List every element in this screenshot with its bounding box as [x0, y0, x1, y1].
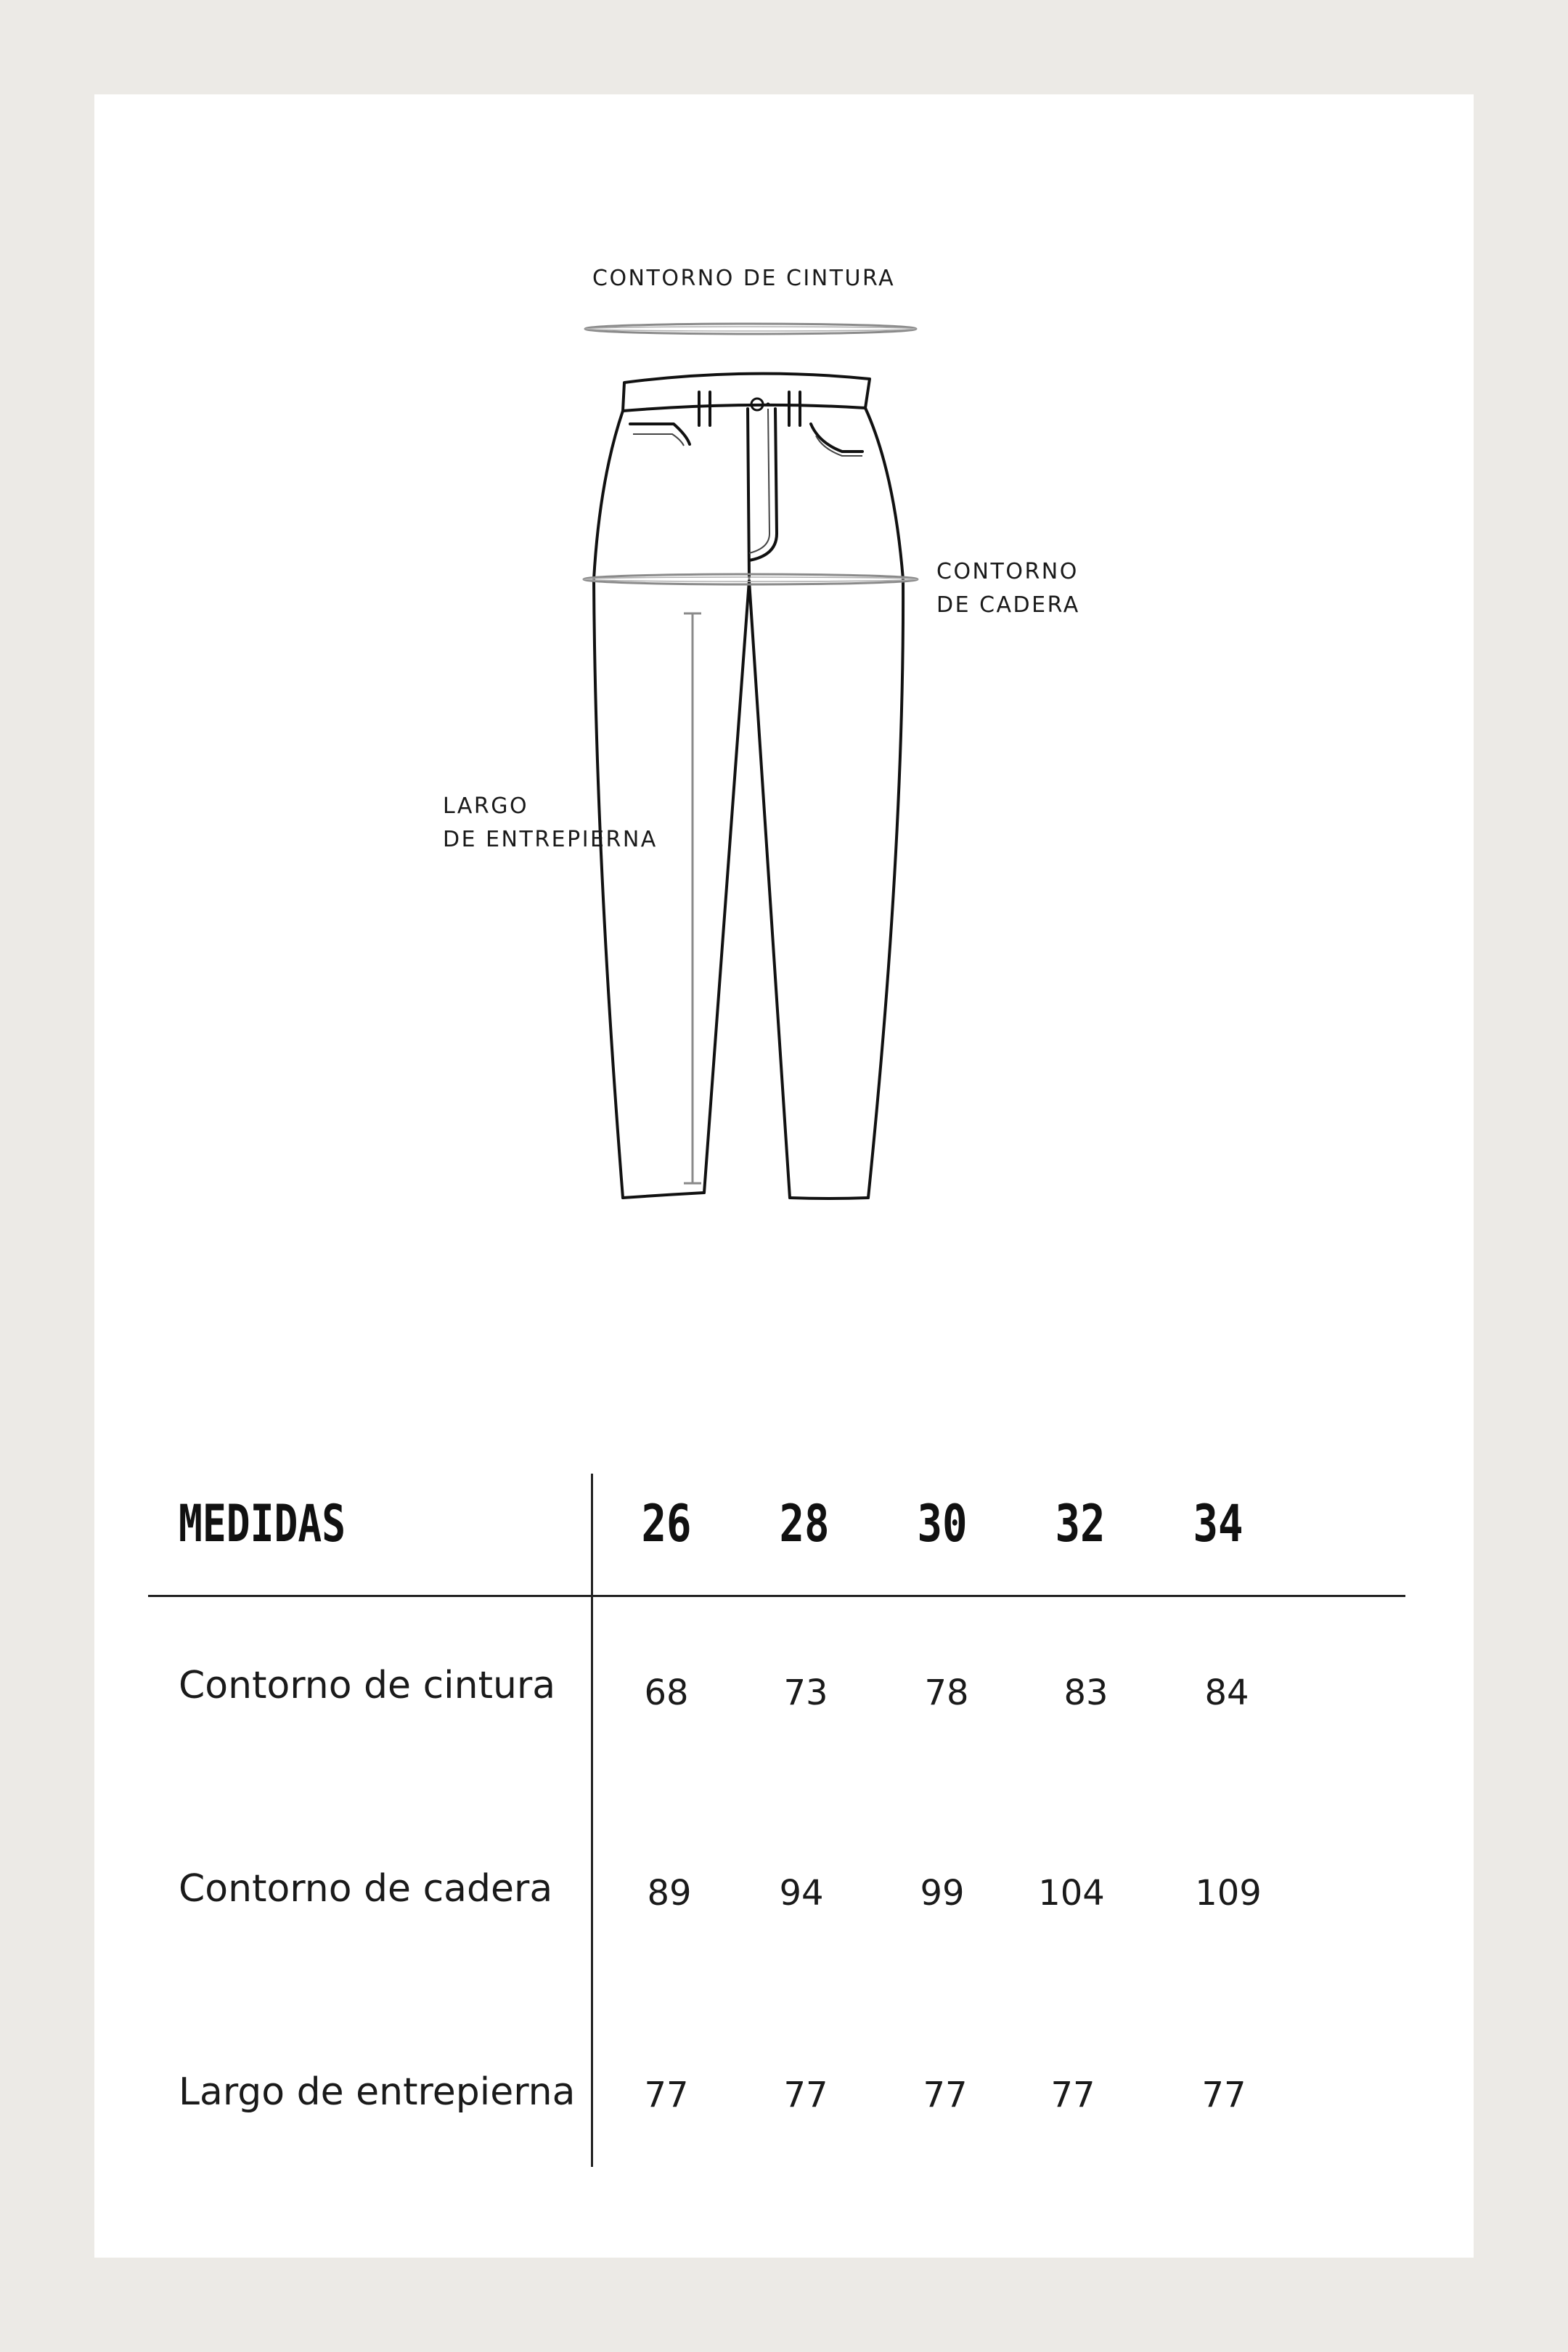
table-column-divider	[591, 1474, 593, 2167]
waist-measure-line	[585, 324, 916, 334]
cell-hip-26: 89	[647, 1873, 692, 1914]
hip-label-line2: DE CADERA	[936, 592, 1080, 618]
hip-label	[936, 555, 1080, 622]
inseam-label	[443, 790, 658, 857]
cell-waist-28: 73	[783, 1673, 828, 1713]
inseam-label-line2: DE ENTREPIERNA	[443, 827, 658, 852]
cell-hip-32: 104	[1038, 1873, 1105, 1914]
size-header-28: 28	[779, 1494, 830, 1553]
cell-hip-34: 109	[1195, 1873, 1262, 1914]
cell-hip-30: 99	[920, 1873, 965, 1914]
hip-label-line1: CONTORNO	[936, 559, 1079, 584]
cell-waist-32: 83	[1063, 1673, 1108, 1713]
pants-outline	[594, 374, 903, 1199]
cell-inseam-32: 77	[1050, 2075, 1095, 2115]
size-header-30: 30	[917, 1494, 968, 1553]
size-header-32: 32	[1055, 1494, 1106, 1553]
cell-waist-26: 68	[644, 1673, 689, 1713]
row-label-hip: Contorno de cadera	[179, 1867, 553, 1911]
row-label-waist: Contorno de cintura	[179, 1664, 556, 1707]
size-header-34: 34	[1193, 1494, 1244, 1553]
cell-waist-30: 78	[924, 1673, 969, 1713]
cell-inseam-30: 77	[923, 2075, 968, 2115]
row-label-inseam: Largo de entrepierna	[179, 2070, 576, 2114]
cell-inseam-34: 77	[1201, 2075, 1246, 2115]
cell-inseam-28: 77	[783, 2075, 828, 2115]
cell-waist-34: 84	[1204, 1673, 1249, 1713]
cell-inseam-26: 77	[644, 2075, 689, 2115]
cell-hip-28: 94	[779, 1873, 824, 1914]
waist-label: CONTORNO DE CINTURA	[592, 266, 896, 291]
inseam-measure-line	[684, 613, 701, 1183]
inseam-label-line1: LARGO	[443, 793, 529, 819]
table-header-title: MEDIDAS	[179, 1494, 346, 1553]
table-header-divider	[148, 1595, 1405, 1597]
size-header-26: 26	[641, 1494, 692, 1553]
